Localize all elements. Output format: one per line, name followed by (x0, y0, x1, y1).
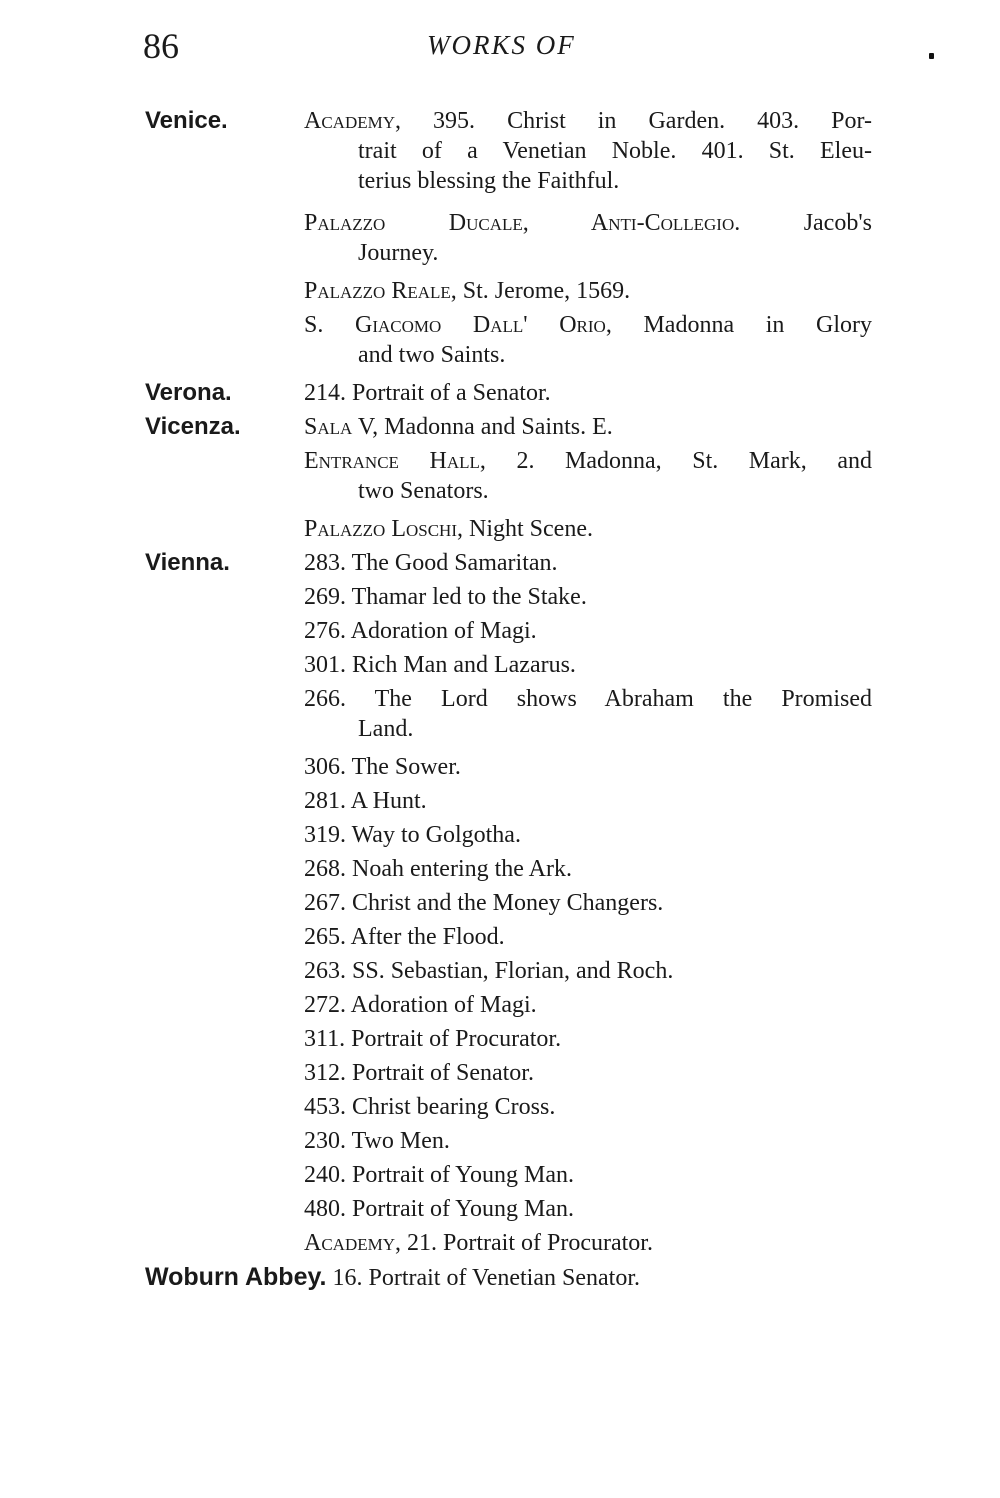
entry-text: , St. Jerome, 1569. (450, 278, 631, 304)
woburn-line (145, 1262, 640, 1293)
gallery-name: Palazzo Loschi (304, 516, 457, 542)
vienna-item: 306. The Sower. (304, 754, 461, 780)
vienna-entry-academy (304, 1228, 872, 1258)
gallery-name: Entrance Hall (304, 448, 480, 474)
gallery-name: Sala (304, 414, 353, 440)
venice-entry-academy (304, 106, 872, 196)
place-verona: Verona. (145, 379, 232, 406)
entry-continuation: terius blessing the Faithful. (358, 168, 620, 194)
entry-text: , Night Scene. (457, 516, 593, 542)
vienna-item: 240. Portrait of Young Man. (304, 1162, 575, 1188)
vienna-item: 272. Adoration of Magi. (304, 992, 537, 1018)
entry-continuation: Journey. (358, 240, 439, 266)
vienna-item: 312. Portrait of Senator. (304, 1060, 534, 1086)
vienna-item: 267. Christ and the Money Changers. (304, 890, 664, 916)
entry-text: V, Madonna and Saints. E. (352, 414, 613, 440)
vicenza-entry-sala (304, 412, 872, 442)
vienna-item: 283. The Good Samaritan. (304, 550, 558, 576)
entry-continuation: and two Saints. (358, 342, 506, 368)
place-vicenza: Vicenza. (145, 413, 241, 440)
vienna-item: 266. The Lord shows Abraham the Promised Land. (304, 686, 872, 742)
vienna-item: 276. Adoration of Magi. (304, 618, 537, 644)
vienna-item: 480. Portrait of Young Man. (304, 1196, 575, 1222)
entry-text: , 21. Portrait of Procurator. (395, 1230, 653, 1256)
vienna-item: 263. SS. Sebastian, Florian, and Roch. (304, 958, 674, 984)
venice-entry-palazzo-ducale (304, 208, 872, 268)
entry-text: , Madonna in Glory (605, 312, 872, 338)
entry-text: 214. Portrait of a Senator. (304, 380, 551, 406)
place-vienna: Vienna. (145, 549, 230, 576)
gallery-name: Giacomo Dall' Orio (354, 312, 606, 338)
vienna-item: 319. Way to Golgotha. (304, 822, 521, 848)
entry-prefix: S. (304, 312, 355, 338)
vienna-item: 269. Thamar led to the Stake. (304, 584, 587, 610)
vienna-item: 301. Rich Man and Lazarus. (304, 652, 576, 678)
venice-entry-palazzo-reale (304, 276, 872, 306)
entry-text: Jacob's (803, 210, 872, 236)
running-head: WORKS OF (427, 30, 576, 60)
entry-continuation: two Senators. (358, 478, 489, 504)
place-woburn-abbey: Woburn Abbey. (145, 1263, 327, 1291)
vienna-item: 311. Portrait of Procurator. (304, 1026, 562, 1052)
entry-continuation: Land. (358, 716, 414, 742)
print-speck (929, 53, 934, 59)
place-venice: Venice. (145, 107, 228, 134)
vicenza-entry-entrance-hall (304, 446, 872, 506)
page-number: 86 (143, 26, 179, 66)
gallery-name: Academy (304, 1230, 396, 1256)
entry-text: 16. Portrait of Venetian Senator. (332, 1265, 640, 1291)
gallery-name: Palazzo Ducale, Anti-Collegio. (304, 210, 741, 236)
vienna-item: 265. After the Flood. (304, 924, 505, 950)
vienna-item: 230. Two Men. (304, 1128, 450, 1154)
vienna-item: 268. Noah entering the Ark. (304, 856, 572, 882)
venice-entry-giacomo (304, 310, 872, 370)
vicenza-entry-palazzo-loschi (304, 514, 872, 544)
entry-continuation: trait of a Venetian Noble. 401. St. Eleu- (358, 138, 872, 164)
gallery-name: Palazzo Reale (304, 278, 451, 304)
vienna-item: 453. Christ bearing Cross. (304, 1094, 556, 1120)
verona-entry (304, 378, 872, 408)
vienna-item: 281. A Hunt. (304, 788, 427, 814)
entry-text: , 2. Madonna, St. Mark, and (479, 448, 872, 474)
entry-text: , 395. Christ in Garden. 403. Por- (395, 108, 872, 134)
gallery-name: Academy (304, 108, 396, 134)
